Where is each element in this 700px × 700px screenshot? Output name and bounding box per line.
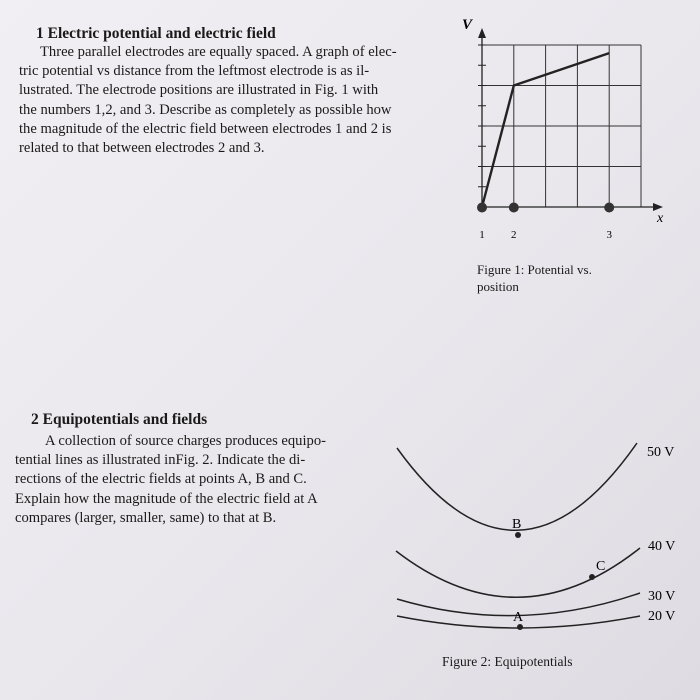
x-axis-arrow — [653, 203, 663, 211]
text-line: lustrated. The electrode positions are illustrated in Fig. 1 with — [19, 82, 379, 99]
text-line: A collection of source charges produces equipo- — [45, 433, 326, 449]
figure-2-caption: Figure 2: Equipotentials — [442, 654, 573, 669]
point-b-label: B — [512, 517, 522, 532]
point-b-marker — [515, 532, 521, 538]
text-line: tential lines as illustrated inFig. 2. Indicate the di- — [15, 452, 306, 469]
text-line: Explain how the magnitude of the electric field at A — [15, 490, 318, 507]
section-1-title: 1 Electric potential and electric field — [36, 25, 276, 42]
section-2-paragraph — [15, 432, 387, 528]
equipotential-20v-label: 20 V — [648, 609, 676, 624]
point-c-label: C — [596, 559, 606, 574]
text-line: the magnitude of the electric field between electrodes 1 and 2 is — [19, 120, 392, 137]
electrode-label-3: 3 — [606, 229, 612, 241]
figure-1-caption-line-1: Figure 1: Potential vs. — [477, 262, 592, 277]
point-c-marker — [589, 574, 595, 580]
electrode-label-2: 2 — [511, 229, 517, 241]
x-axis-label: x — [657, 211, 664, 226]
electrode-marker-1 — [477, 203, 487, 213]
electrode-marker-2 — [509, 203, 519, 213]
equipotential-40v-label: 40 V — [648, 539, 676, 554]
section-2-title: 2 Equipotentials and fields — [31, 411, 208, 428]
text-line: related to that between electrodes 2 and 3. — [19, 140, 265, 157]
text-line: Three parallel electrodes are equally spaced. A graph of elec- — [40, 44, 397, 60]
equipotential-50v-label: 50 V — [647, 445, 675, 460]
equipotential-30v-label: 30 V — [648, 589, 676, 604]
figure-1-caption-line-2: position — [477, 279, 519, 294]
point-a-label: A — [513, 610, 524, 625]
electrode-label-1: 1 — [479, 229, 485, 241]
text-line: the numbers 1,2, and 3. Describe as completely as possible how — [19, 101, 392, 118]
figure-1-caption — [477, 261, 592, 295]
electrode-marker-3 — [604, 203, 614, 213]
y-axis-label: V — [462, 17, 473, 33]
text-line: tric potential vs distance from the leftmost electrode is as il- — [19, 63, 370, 80]
y-axis-arrow — [478, 28, 486, 38]
text-line: compares (larger, smaller, same) to that at B. — [15, 509, 277, 526]
text-line: rections of the electric fields at points A, B and C. — [15, 471, 307, 488]
